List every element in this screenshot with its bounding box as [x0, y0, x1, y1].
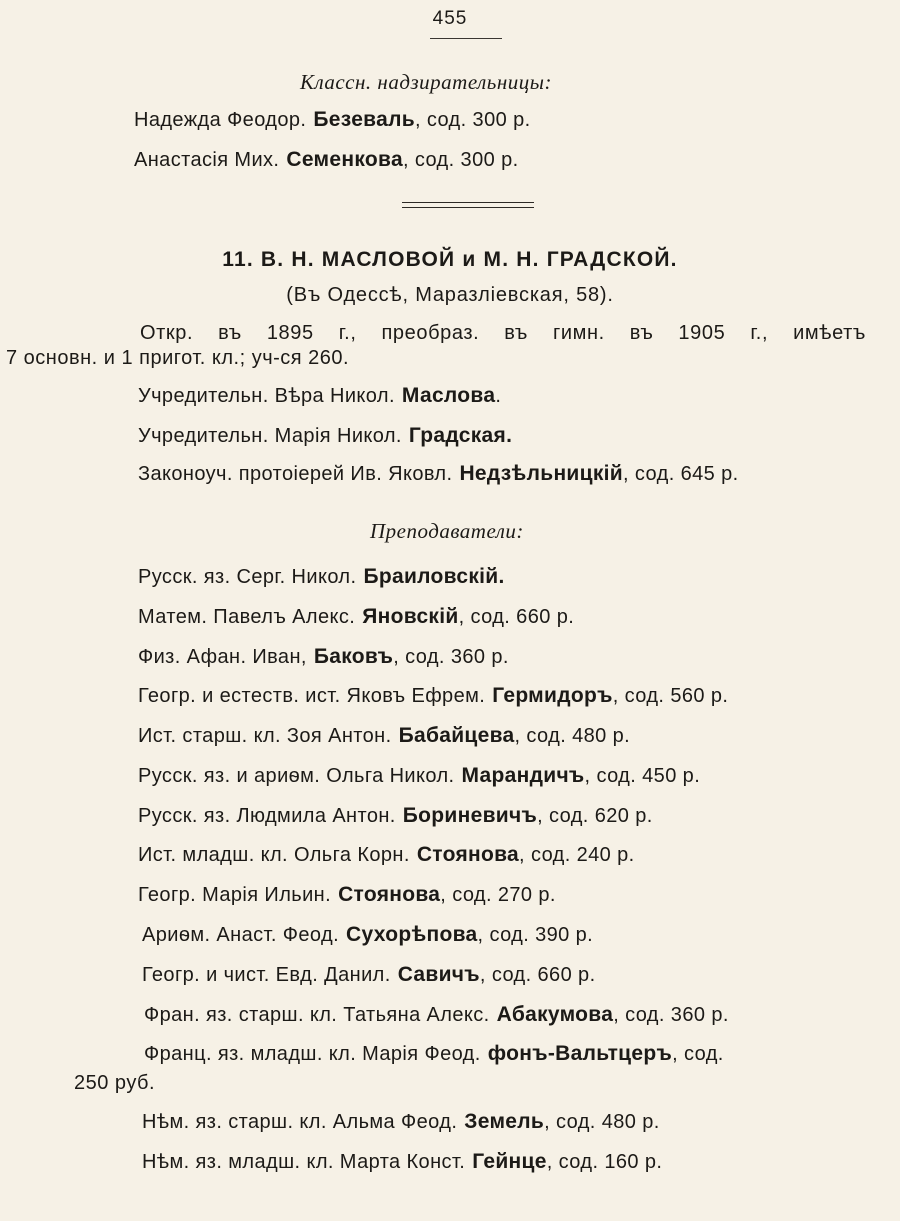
- teacher-line: [142, 1110, 660, 1134]
- teachers-heading: Преподаватели:: [370, 519, 524, 543]
- teacher-line: [138, 764, 700, 788]
- person-suffix: , сод. 660 р.: [458, 606, 575, 628]
- teacher-line: [138, 843, 635, 867]
- person-name: Яновскій: [362, 605, 459, 628]
- person-prefix: Нѣм. яз. старш. кл. Альма Феод.: [142, 1111, 458, 1133]
- teacher-line: [138, 724, 630, 748]
- person-name: Семенкова: [286, 148, 403, 171]
- teacher-line: [138, 684, 728, 708]
- person-suffix: , сод. 270 р.: [440, 884, 556, 906]
- person-prefix: Учредительн. Марія Никол.: [138, 425, 402, 447]
- staff-line: [138, 462, 739, 486]
- person-prefix: Фран. яз. старш. кл. Татьяна Алекс.: [144, 1004, 490, 1026]
- nadzir-heading: Классн. надзирательницы:: [300, 70, 552, 94]
- person-name: Марандичъ: [461, 764, 585, 787]
- teacher-line: [138, 645, 509, 669]
- teacher-line: [142, 963, 596, 987]
- teacher-line: [138, 883, 556, 907]
- person-name: Бабайцева: [398, 724, 515, 747]
- person-suffix: , сод. 660 р.: [479, 964, 596, 986]
- person-prefix: Надежда Феодор.: [134, 109, 307, 131]
- staff-line: [138, 384, 501, 408]
- person-suffix: , сод. 300 р.: [414, 109, 531, 131]
- person-name: Гермидоръ: [492, 684, 613, 707]
- person-suffix: , сод.: [672, 1043, 724, 1065]
- person-name: Земель: [464, 1110, 545, 1133]
- person-suffix: , сод. 360 р.: [613, 1004, 729, 1026]
- teacher-line: [142, 1150, 662, 1174]
- section-divider: [402, 202, 534, 208]
- person-name: фонъ-Вальтцеръ: [487, 1042, 673, 1065]
- person-name: Градская.: [408, 424, 513, 447]
- school-info-continuation: 7 основн. и 1 пригот. кл.; уч-ся 260.: [6, 347, 350, 369]
- person-name: Гейнце: [472, 1150, 547, 1173]
- person-suffix: , сод. 300 р.: [402, 149, 519, 171]
- person-prefix: Франц. яз. младш. кл. Марія Феод.: [144, 1043, 481, 1065]
- page-number: 455: [432, 8, 468, 29]
- staff-line: [138, 424, 512, 448]
- person-prefix: Матем. Павелъ Алекс.: [138, 606, 356, 628]
- person-prefix: Русск. яз. Людмила Антон.: [138, 805, 396, 827]
- person-prefix: Физ. Афан. Иван,: [138, 646, 307, 668]
- school-info-line: Откр. въ 1895 г., преобраз. въ гимн. въ 1905 г., имѣетъ: [140, 322, 866, 344]
- person-name: Савичъ: [397, 963, 480, 986]
- person-name: Безеваль: [313, 108, 415, 131]
- person-prefix: Ариѳм. Анаст. Феод.: [142, 924, 340, 946]
- person-prefix: Законоуч. протоіерей Ив. Яковл.: [138, 463, 453, 485]
- person-name: Браиловскій.: [363, 565, 505, 588]
- person-suffix: , сод. 160 р.: [546, 1151, 663, 1173]
- person-prefix: Ист. младш. кл. Ольга Корн.: [138, 844, 410, 866]
- person-prefix: Геогр. Марія Ильин.: [138, 884, 332, 906]
- teacher-line: [138, 605, 574, 629]
- nadzir-line: [134, 108, 531, 132]
- teacher-line: [144, 1042, 724, 1066]
- person-suffix: , сод. 390 р.: [477, 924, 594, 946]
- person-suffix: , сод. 480 р.: [514, 725, 631, 747]
- teacher-line: [144, 1003, 729, 1027]
- teacher-line: [142, 923, 593, 947]
- person-name: Абакумова: [496, 1003, 614, 1026]
- person-prefix: Нѣм. яз. младш. кл. Марта Конст.: [142, 1151, 466, 1173]
- person-name: Маслова: [401, 384, 496, 407]
- person-name: Бориневичъ: [402, 804, 538, 827]
- person-name: Стоянова: [338, 883, 441, 906]
- person-prefix: Русск. яз. и ариѳм. Ольга Никол.: [138, 765, 455, 787]
- person-name: Сухорѣпова: [346, 923, 478, 946]
- teacher-line-continuation: 250 руб.: [74, 1072, 156, 1094]
- person-name: Баковъ: [313, 645, 394, 668]
- person-suffix: , сод. 450 р.: [584, 765, 701, 787]
- teacher-line: [138, 565, 505, 589]
- person-suffix: , сод. 645 р.: [623, 463, 739, 485]
- person-prefix: Геогр. и чист. Евд. Данил.: [142, 964, 391, 986]
- person-suffix: , сод. 240 р.: [519, 844, 635, 866]
- person-suffix: , сод. 360 р.: [393, 646, 509, 668]
- person-suffix: , сод. 480 р.: [544, 1111, 660, 1133]
- person-suffix: .: [495, 385, 502, 407]
- person-name: Недзѣльницкій: [459, 462, 624, 485]
- nadzir-line: [134, 148, 519, 172]
- page-number-rule: [430, 38, 502, 39]
- teacher-line: [138, 804, 653, 828]
- person-prefix: Ист. старш. кл. Зоя Антон.: [138, 725, 392, 747]
- person-prefix: Учредительн. Вѣра Никол.: [138, 385, 395, 407]
- person-prefix: Русск. яз. Серг. Никол.: [138, 566, 357, 588]
- person-prefix: Геогр. и естеств. ист. Яковъ Ефрем.: [138, 685, 486, 707]
- school-address: (Въ Одессѣ, Маразліевская, 58).: [286, 284, 614, 306]
- school-title: 11. В. Н. МАСЛОВОЙ и М. Н. ГРАДСКОЙ.: [222, 248, 678, 271]
- person-suffix: , сод. 620 р.: [537, 805, 653, 827]
- person-name: Стоянова: [416, 843, 520, 866]
- person-prefix: Анастасія Мих.: [134, 149, 280, 171]
- person-suffix: , сод. 560 р.: [612, 685, 729, 707]
